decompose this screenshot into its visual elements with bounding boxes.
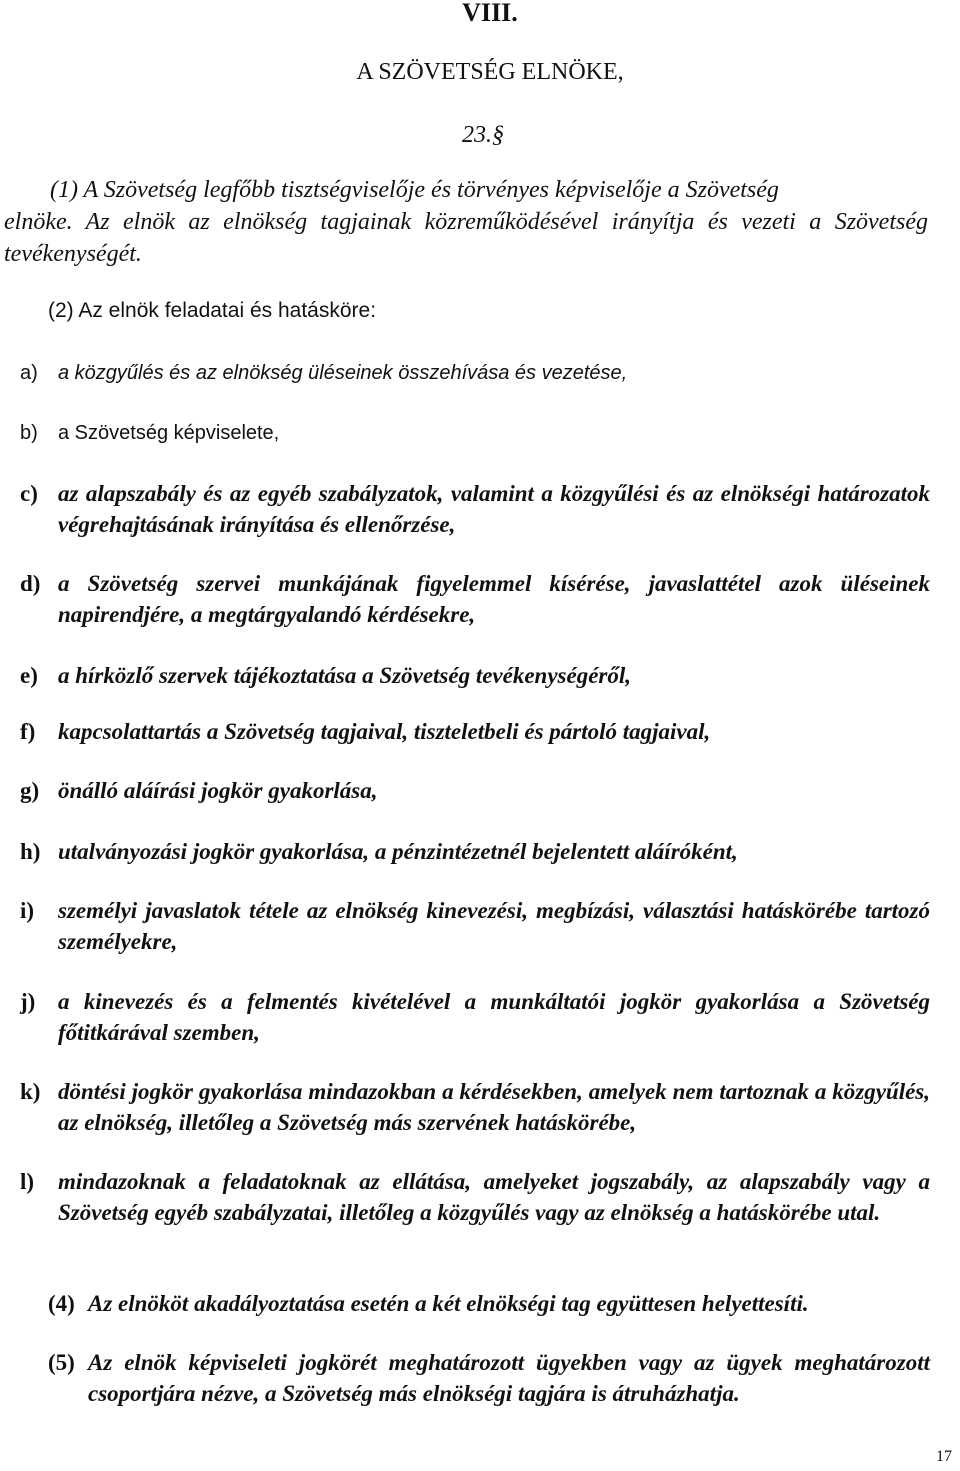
paragraph-5 [48, 1347, 930, 1409]
list-item-text: személyi javaslatok tétele az elnökség kinevezési, megbízási, választási hatáskörébe tartozó személyekre, [58, 898, 930, 954]
list-item-k [20, 1076, 930, 1138]
list-item-d [20, 568, 930, 630]
list-item-text: mindazoknak a feladatoknak az ellátása, amelyeket jogszabály, az alapszabály vagy a Szövetség egyéb szabályzatai, illetőleg a közgyűlés vagy az elnökség a hatáskörébe utal. [58, 1169, 930, 1225]
list-item-e [20, 660, 930, 691]
paragraph-4-text: Az elnököt akadályoztatása esetén a két elnökségi tag együttesen helyettesíti. [88, 1291, 809, 1316]
list-item-text: önálló aláírási jogkör gyakorlása, [58, 778, 378, 803]
list-item-g [20, 775, 930, 806]
list-item-text: utalványozási jogkör gyakorlása, a pénzintézetnél bejelentett aláíróként, [58, 839, 738, 864]
list-item-i [20, 895, 930, 957]
chapter-heading: VIII. [462, 0, 518, 27]
paragraph-5-text: Az elnök képviseleti jogkörét meghatározott ügyekben vagy az ügyek meghatározott csoportjára nézve, a Szövetség más elnökségi tagjára is átruházhatja. [88, 1350, 930, 1406]
paragraph-5-label: (5) [48, 1350, 75, 1375]
list-item-label: i) [20, 898, 35, 923]
list-item-label: b) [20, 422, 38, 444]
list-item-label: h) [20, 839, 41, 864]
list-item-label: f) [20, 719, 36, 744]
list-item-h [20, 836, 930, 867]
list-item-b [20, 418, 930, 449]
page-number: 17 [936, 1448, 952, 1465]
section-number: 23.§ [462, 122, 504, 148]
list-item-label: l) [20, 1169, 35, 1194]
list-item-label: d) [20, 571, 41, 596]
list-item-a [20, 358, 930, 389]
list-item-text: a Szövetség képviselete, [58, 422, 280, 444]
list-item-c [20, 478, 930, 540]
paragraph-1-first-line: (1) A Szövetség legfőbb tisztségviselője és törvényes képviselője a Szövetség [50, 177, 779, 203]
list-item-text: kapcsolattartás a Szövetség tagjaival, tiszteletbeli és pártoló tagjaival, [58, 719, 711, 744]
list-item-label: c) [20, 481, 38, 506]
list-item-text: a hírközlő szervek tájékoztatása a Szövetség tevékenységéről, [58, 663, 632, 688]
list-item-label: e) [20, 663, 38, 688]
list-item-label: j) [20, 989, 36, 1014]
paragraph-2-intro: (2) Az elnök feladatai és hatásköre: [48, 299, 377, 322]
list-item-label: a) [20, 362, 38, 384]
paragraph-1 [4, 174, 928, 270]
list-item-f [20, 716, 930, 747]
paragraph-4-label: (4) [48, 1291, 75, 1316]
list-item-text: döntési jogkör gyakorlása mindazokban a kérdésekben, amelyek nem tartoznak a közgyűlés, az elnökség, illetőleg a Szövetség más szervének hatáskörébe, [58, 1079, 930, 1135]
chapter-title: A SZÖVETSÉG ELNÖKE, [356, 59, 624, 85]
list-item-j [20, 986, 930, 1048]
list-item-l [20, 1166, 930, 1228]
list-item-text: a Szövetség szervei munkájának figyelemmel kísérése, javaslattétel azok üléseinek napirendjére, a megtárgyalandó kérdésekre, [58, 571, 930, 627]
list-item-label: g) [20, 778, 40, 803]
list-item-label: k) [20, 1079, 41, 1104]
list-item-text: a közgyűlés és az elnökség üléseinek összehívása és vezetése, [58, 362, 628, 384]
list-item-text: az alapszabály és az egyéb szabályzatok, valamint a közgyűlési és az elnökségi határozatok végrehajtásának irányítása és ellenőrzése, [58, 481, 930, 537]
list-item-text: a kinevezés és a felmentés kivételével a munkáltatói jogkör gyakorlása a Szövetség főtitkárával szemben, [58, 989, 930, 1045]
paragraph-4 [48, 1288, 930, 1319]
paragraph-1-rest: elnöke. Az elnök az elnökség tagjainak közreműködésével irányítja és vezeti a Szövetség tevékenységét. [4, 209, 928, 267]
